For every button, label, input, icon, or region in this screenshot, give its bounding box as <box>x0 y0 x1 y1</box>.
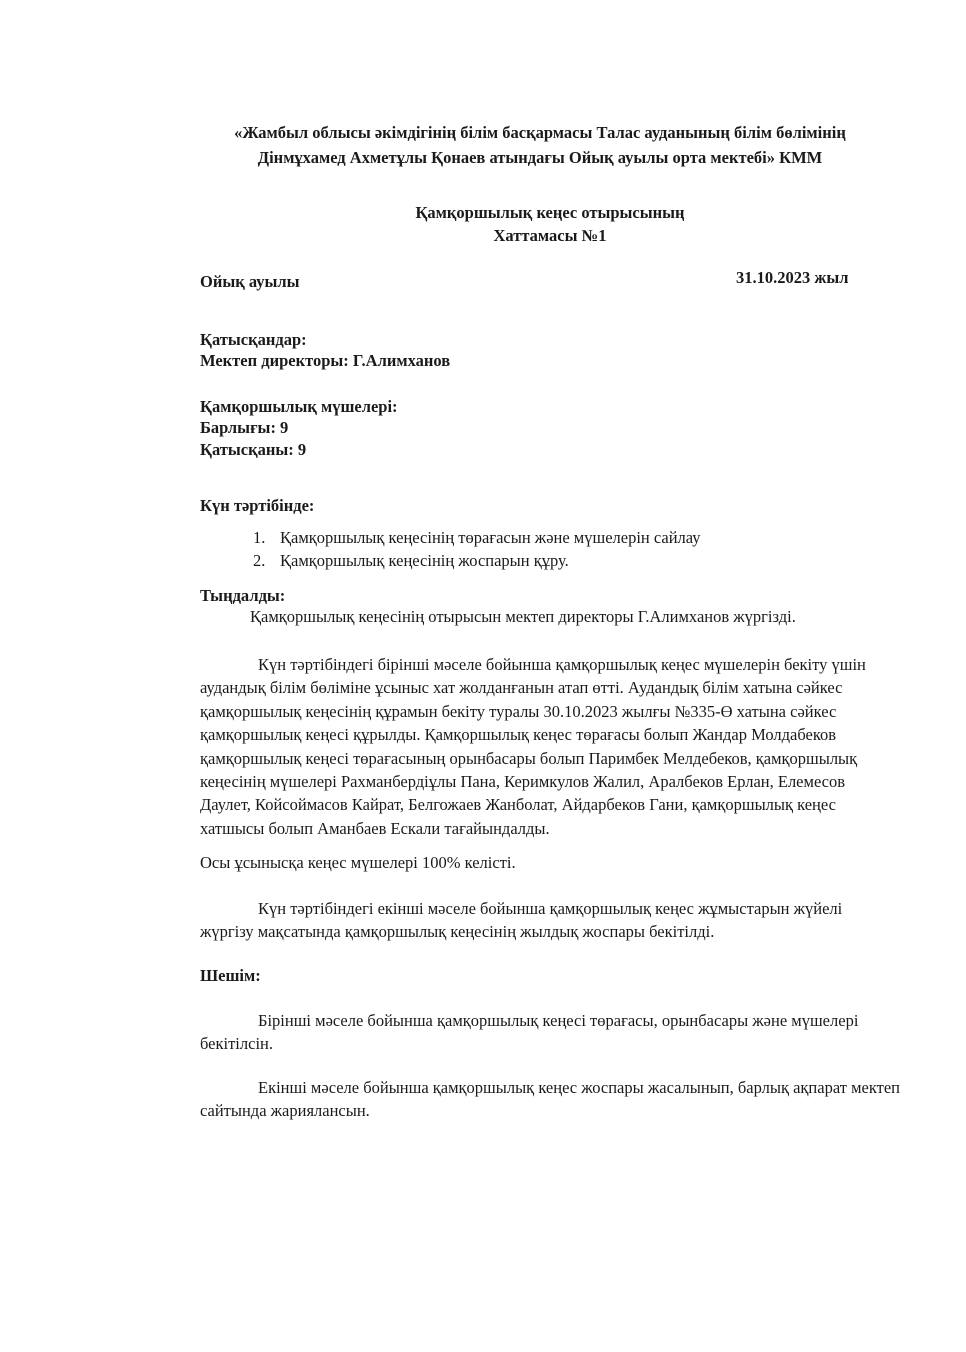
document-header <box>190 120 890 170</box>
heard-paragraph-2: Осы ұсынысқа кеңес мүшелері 100% келісті. <box>200 853 516 872</box>
decision-paragraph-1: Бірінші мәселе бойынша қамқоршылық кеңесі төрағасы, орынбасары және мүшелері бекітілсін. <box>200 1011 859 1054</box>
members-present: Қатысқаны: 9 <box>200 440 307 459</box>
agenda-item <box>253 549 701 572</box>
header-line-1: «Жамбыл облысы әкімдігінің білім басқармасы Талас ауданының білім бөлімінің <box>234 123 846 142</box>
agenda-list <box>253 526 701 572</box>
agenda-item-text: Қамқоршылық кеңесінің жоспарын құру. <box>280 551 569 570</box>
members-heading: Қамқоршылық мүшелері: <box>200 397 398 416</box>
agenda-item <box>253 526 701 549</box>
heard-paragraph-1: Күн тәртібіндегі бірінші мәселе бойынша қамқоршылық кеңес мүшелерін бекіту үшін аудандық білім бөліміне ұсыныс хат жолданғанын атап өтті. Аудандық білім хатына сәйкес қамқоршылық кеңесінің құрамын бекіту туралы 30.10.2023 жылғы №335-Ө хатына сәйкес қамқоршылық кеңесі құрылды. Қамқоршылық кеңес төрағасы болып Жандар Молдабеков қамқоршылық кеңесі төрағасының орынбасары болып Паримбек Мелдебеков, қамқоршылық кеңесінің мүшелері Рахманбердіұлы Пана, Керимкулов Жалил, Аралбеков Ерлан, Елемесов Даулет, Койсоймасов Кайрат, Белгожаев Жанболат, Айдарбеков Гани, қамқоршылық кеңес хатшысы болып Аманбаев Ескали тағайындалды. <box>200 655 866 838</box>
heard-heading: Тыңдалды: <box>200 586 286 605</box>
document-title <box>300 201 800 247</box>
decision-heading: Шешім: <box>200 966 261 985</box>
agenda-item-number: 1. <box>253 528 266 547</box>
heard-intro: Қамқоршылық кеңесінің отырысын мектеп директоры Г.Алимханов жүргізді. <box>250 607 796 626</box>
participants-director: Мектеп директоры: Г.Алимханов <box>200 351 451 370</box>
title-line-2: Хаттамасы №1 <box>493 226 607 245</box>
agenda-item-text: Қамқоршылық кеңесінің төрағасын және мүшелерін сайлау <box>280 528 701 547</box>
header-line-2: Дінмұхамед Ахметұлы Қонаев атындағы Ойық ауылы орта мектебі» КММ <box>257 148 823 167</box>
agenda-item-number: 2. <box>253 551 266 570</box>
heard-paragraph-3: Күн тәртібіндегі екінші мәселе бойынша қамқоршылық кеңес жұмыстарын жүйелі жүргізу мақсатында қамқоршылық кеңесінің жылдық жоспары бекітілді. <box>200 899 843 942</box>
agenda-heading: Күн тәртібінде: <box>200 496 315 515</box>
title-line-1: Қамқоршылық кеңес отырысының <box>415 203 685 222</box>
participants-heading: Қатысқандар: <box>200 330 307 349</box>
members-total: Барлығы: 9 <box>200 418 289 437</box>
date: 31.10.2023 жыл <box>736 268 849 287</box>
place: Ойық ауылы <box>200 272 300 291</box>
decision-paragraph-2: Екінші мәселе бойынша қамқоршылық кеңес жоспары жасалынып, барлық ақпарат мектеп сайтында жариялансын. <box>200 1078 900 1121</box>
